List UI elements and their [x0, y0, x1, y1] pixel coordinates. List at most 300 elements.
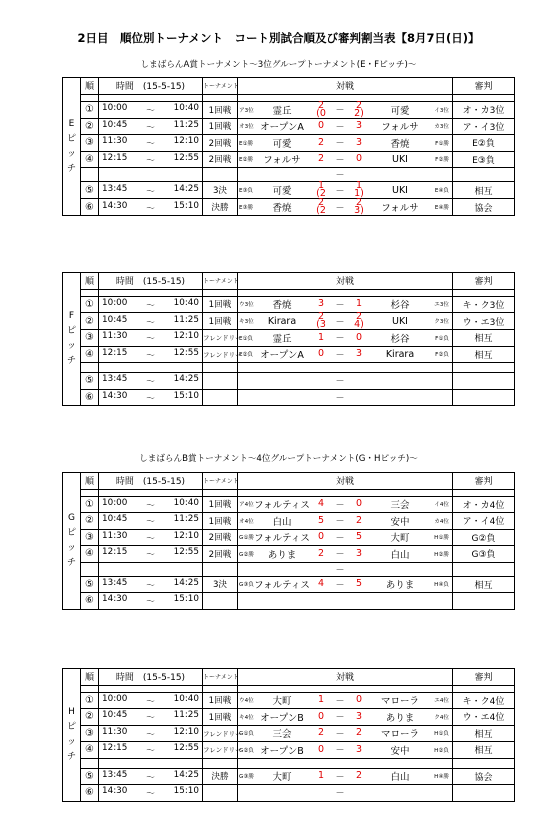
seed-a: ウ4位: [239, 698, 254, 705]
team-b: Kirara: [385, 348, 415, 360]
end-time: 14:25: [173, 183, 199, 194]
match-cell: [238, 182, 453, 199]
end-time: 15:10: [173, 786, 199, 797]
score-b: 0: [355, 331, 363, 343]
round-label: 決勝: [203, 199, 238, 216]
referee: 相互: [453, 182, 515, 199]
team-a: 可愛: [272, 186, 292, 197]
round-label: [203, 785, 238, 802]
match-number: ①: [81, 692, 99, 709]
match-line: [238, 152, 452, 168]
end-time: 12:55: [173, 547, 199, 558]
seed-a: E①負: [239, 335, 254, 342]
score-b: 2: [355, 514, 363, 526]
score-a: 0: [317, 743, 325, 755]
team-b: 白山: [390, 772, 410, 784]
score-dash: －: [335, 533, 345, 544]
match-time: [99, 296, 203, 313]
col-time: 時間 (15-5-15): [99, 473, 203, 490]
team-b: 杉谷: [390, 300, 410, 312]
score-a: 1: [317, 331, 325, 343]
score-dash: －: [335, 772, 345, 783]
col-tournament: トーナメント: [203, 78, 238, 95]
score-a: 1: [317, 694, 325, 706]
col-tournament: トーナメント: [203, 473, 238, 490]
referee: [453, 168, 515, 182]
score-b: 5: [355, 531, 363, 543]
team-b: 安中: [390, 745, 410, 757]
match-line: [238, 577, 452, 593]
start-time: 11:30: [102, 530, 128, 541]
time-range: [99, 710, 202, 723]
score-b: 3: [355, 547, 363, 559]
team-b: ありま: [385, 580, 415, 592]
match-row: [63, 118, 515, 135]
team-a: オープンB: [260, 745, 304, 757]
score-a: 2: [317, 136, 325, 148]
match-time: [99, 709, 203, 726]
referee: [453, 758, 515, 768]
team-a: オープンA: [260, 122, 304, 134]
match-time: [99, 182, 203, 199]
team-b: UKI: [392, 315, 408, 327]
score-dash: －: [335, 377, 345, 388]
match-cell: [238, 768, 453, 785]
start-time: 14:30: [102, 786, 128, 797]
match-time: [99, 313, 203, 330]
seed-a: G③負: [239, 582, 254, 589]
time-range: [99, 201, 202, 214]
start-time: 13:45: [102, 577, 128, 588]
start-time: 12:15: [102, 743, 128, 754]
header-row: [63, 473, 515, 490]
match-line: [238, 769, 452, 785]
match-cell: [238, 346, 453, 363]
spacer-cell: [99, 94, 203, 101]
start-time: 10:00: [102, 297, 128, 308]
spacer-cell: [238, 685, 453, 692]
referee: ウ・エ4位: [453, 709, 515, 726]
spacer-cell: [81, 94, 99, 101]
start-time: 10:45: [102, 514, 128, 525]
match-line: [238, 563, 452, 576]
score-b: 3: [355, 120, 363, 132]
pitch-label: F ピ ッ チ: [63, 273, 81, 406]
start-time: 11:30: [102, 331, 128, 342]
referee: G②負: [453, 529, 515, 546]
match-cell: [238, 496, 453, 513]
score-dash: －: [335, 155, 345, 166]
referee: 相互: [453, 330, 515, 347]
match-number: ②: [81, 118, 99, 135]
time-range: [99, 727, 202, 740]
spacer-cell: [203, 489, 238, 496]
seed-a: E②負: [239, 352, 254, 359]
score-a: 3: [317, 298, 325, 310]
team-a: 香焼: [272, 203, 292, 214]
match-line: [238, 199, 452, 215]
spacer-cell: [238, 489, 453, 496]
time-tilde: ～: [146, 186, 155, 197]
start-time: 11:30: [102, 726, 128, 737]
start-time: 14:30: [102, 390, 128, 401]
match-line: [238, 297, 452, 313]
section-subtitle: しまばらんA賞トーナメント～3位グループトーナメント(E・Fピッチ)～: [140, 60, 417, 70]
score-a: 5: [317, 514, 325, 526]
time-range: [99, 743, 202, 756]
round-label: [203, 373, 238, 390]
match-row: [63, 373, 515, 390]
spacer-row: [63, 289, 515, 296]
match-row: [63, 742, 515, 759]
team-b: 白山: [390, 549, 410, 561]
referee: [453, 562, 515, 576]
col-time: 時間 (15-5-15): [99, 78, 203, 95]
score-dash: －: [335, 517, 345, 528]
match-row: [63, 168, 515, 182]
seed-b: F①負: [435, 335, 449, 342]
match-number: [81, 758, 99, 768]
time-tilde: ～: [146, 377, 155, 388]
match-line: [238, 373, 452, 389]
referee: [453, 593, 515, 610]
match-number: ⑤: [81, 373, 99, 390]
time-range: [99, 391, 202, 404]
start-time: 10:00: [102, 693, 128, 704]
match-time: [99, 389, 203, 406]
match-row: [63, 313, 515, 330]
match-line: [238, 513, 452, 529]
match-number: [81, 168, 99, 182]
spacer-cell: [81, 685, 99, 692]
team-b: マローラ: [380, 696, 419, 708]
match-cell: [238, 692, 453, 709]
score-dash: －: [335, 713, 345, 724]
seed-b: H①負: [434, 731, 449, 738]
match-cell: [238, 118, 453, 135]
round-label: 1回戦: [203, 496, 238, 513]
referee: G③負: [453, 546, 515, 563]
start-time: 10:45: [102, 119, 128, 130]
match-row: [63, 389, 515, 406]
match-time: [99, 546, 203, 563]
referee: 相互: [453, 346, 515, 363]
seed-a: ウ3位: [239, 302, 254, 309]
match-cell: [238, 725, 453, 742]
seed-a: E①勝: [239, 140, 254, 147]
end-time: 15:10: [173, 390, 199, 401]
col-referee: 審判: [453, 273, 515, 290]
match-number: ③: [81, 135, 99, 152]
time-range: [99, 120, 202, 133]
end-time: 12:55: [173, 347, 199, 358]
seed-b: H②負: [434, 747, 449, 754]
col-referee: 審判: [453, 473, 515, 490]
match-number: ⑥: [81, 199, 99, 216]
team-b: フォルサ: [381, 122, 419, 134]
col-time: 時間 (15-5-15): [99, 669, 203, 686]
score-b: 3: [355, 348, 363, 360]
round-label: [203, 168, 238, 182]
seed-a: G②勝: [239, 551, 254, 558]
match-row: [63, 135, 515, 152]
score-dash: －: [335, 746, 345, 757]
seed-b: F②負: [435, 352, 449, 359]
round-label: 2回戦: [203, 546, 238, 563]
score-dash: －: [335, 580, 345, 591]
start-time: 11:30: [102, 136, 128, 147]
match-cell: [238, 330, 453, 347]
match-time: [99, 330, 203, 347]
end-time: 10:40: [173, 103, 199, 113]
seed-b: イ4位: [434, 502, 449, 509]
round-label: [203, 389, 238, 406]
time-tilde: ～: [146, 155, 155, 166]
round-label: フレンドリー: [203, 725, 238, 742]
score-dash: －: [335, 317, 345, 328]
start-time: 13:45: [102, 374, 128, 385]
match-line: [238, 497, 452, 513]
end-time: 11:25: [173, 119, 199, 130]
seed-a: オ3位: [239, 124, 254, 131]
team-b: 香焼: [390, 138, 410, 150]
spacer-cell: [99, 685, 203, 692]
start-time: 12:15: [102, 547, 128, 558]
team-a: オープンB: [260, 712, 304, 724]
section-subtitle: しまばらんB賞トーナメント～4位グループトーナメント(G・Hピッチ)～: [139, 454, 418, 464]
score-a: 0: [317, 710, 325, 722]
team-a: フォルティス: [254, 533, 310, 545]
time-tilde: ～: [146, 517, 155, 528]
match-number: ①: [81, 101, 99, 118]
match-cell: [238, 529, 453, 546]
match-number: ④: [81, 346, 99, 363]
match-line: [238, 168, 452, 181]
match-time: [99, 373, 203, 390]
referee: 相互: [453, 725, 515, 742]
header-row: [63, 78, 515, 95]
team-a: 香焼: [272, 300, 292, 312]
team-b: フォルサ: [381, 203, 419, 214]
col-order: 順: [81, 273, 99, 290]
match-number: ⑥: [81, 785, 99, 802]
round-label: 3決: [203, 576, 238, 593]
match-number: ③: [81, 725, 99, 742]
time-range: [99, 694, 202, 707]
round-label: 1回戦: [203, 118, 238, 135]
col-tournament: トーナメント: [203, 273, 238, 290]
team-b: 大町: [390, 533, 410, 545]
end-time: 12:55: [173, 152, 199, 163]
spacer-cell: [203, 94, 238, 101]
score-a: 4: [317, 578, 325, 590]
match-line: [238, 313, 452, 329]
match-cell: [238, 742, 453, 759]
score-dash: －: [335, 171, 345, 181]
score-dash: －: [335, 550, 345, 561]
round-label: フレンドリー: [203, 742, 238, 759]
team-a: 大町: [272, 696, 292, 708]
round-label: 3決: [203, 182, 238, 199]
score-b: 1: [355, 298, 363, 310]
score-dash: －: [335, 334, 345, 345]
col-match: 対戦: [238, 473, 453, 490]
match-row: [63, 363, 515, 373]
time-tilde: ～: [146, 729, 155, 740]
col-tournament: トーナメント: [203, 669, 238, 686]
referee: 協会: [453, 768, 515, 785]
score-a: 4: [317, 498, 325, 510]
score-b: 3: [355, 743, 363, 755]
score-b: 0: [355, 498, 363, 510]
score-b: 2 2): [354, 99, 364, 119]
time-range: [99, 298, 202, 311]
referee: オ・カ3位: [453, 101, 515, 118]
match-time: [99, 576, 203, 593]
score-b: 1 1): [354, 180, 364, 199]
score-dash: －: [335, 139, 345, 150]
match-time: [99, 199, 203, 216]
team-b: 安中: [390, 516, 410, 528]
match-time: [99, 785, 203, 802]
referee: 協会: [453, 199, 515, 216]
score-dash: －: [335, 696, 345, 707]
time-range: [99, 578, 202, 591]
end-time: 12:10: [173, 136, 199, 147]
seed-b: カ3位: [434, 124, 449, 131]
match-row: [63, 330, 515, 347]
seed-b: E④勝: [434, 205, 449, 211]
team-b: マローラ: [380, 729, 419, 741]
score-b: 0: [355, 694, 363, 706]
match-number: ④: [81, 546, 99, 563]
match-cell: [238, 546, 453, 563]
start-time: 13:45: [102, 183, 128, 194]
round-label: 1回戦: [203, 513, 238, 530]
match-number: ⑤: [81, 576, 99, 593]
match-row: [63, 513, 515, 530]
start-time: 12:15: [102, 347, 128, 358]
time-range: [99, 348, 202, 361]
schedule-table: [62, 77, 515, 216]
score-a: 2 (3: [316, 311, 326, 330]
match-number: [81, 363, 99, 373]
match-row: [63, 576, 515, 593]
end-time: 10:40: [173, 693, 199, 704]
referee: キ・ク3位: [453, 296, 515, 313]
end-time: 10:40: [173, 297, 199, 308]
time-range: [99, 136, 202, 149]
match-number: ⑥: [81, 593, 99, 610]
start-time: 10:45: [102, 314, 128, 325]
match-cell: [238, 101, 453, 118]
match-line: [238, 693, 452, 709]
seed-a: G②負: [239, 747, 254, 754]
time-tilde: ～: [146, 393, 155, 404]
seed-b: F①勝: [435, 140, 449, 147]
match-cell: [238, 593, 453, 610]
end-time: 14:25: [173, 577, 199, 588]
referee: 相互: [453, 742, 515, 759]
col-order: 順: [81, 473, 99, 490]
start-time: 13:45: [102, 769, 128, 780]
score-dash: －: [335, 203, 345, 214]
round-label: 1回戦: [203, 296, 238, 313]
round-label: 2回戦: [203, 151, 238, 168]
seed-b: エ4位: [434, 698, 449, 705]
end-time: 14:25: [173, 374, 199, 385]
referee: ウ・エ3位: [453, 313, 515, 330]
match-cell: [238, 363, 453, 373]
team-b: 可愛: [390, 105, 410, 117]
spacer-cell: [453, 289, 515, 296]
round-label: 1回戦: [203, 313, 238, 330]
score-b: 2: [355, 727, 363, 739]
time-tilde: ～: [146, 500, 155, 511]
end-time: 12:10: [173, 726, 199, 737]
match-number: [81, 562, 99, 576]
col-match: 対戦: [238, 78, 453, 95]
match-line: [238, 709, 452, 725]
match-cell: [238, 168, 453, 182]
referee: [453, 373, 515, 390]
match-row: [63, 709, 515, 726]
seed-a: E③勝: [239, 205, 254, 211]
score-b: 5: [355, 578, 363, 590]
seed-b: H②勝: [434, 551, 449, 558]
score-a: 0: [317, 531, 325, 543]
team-a: ありま: [267, 549, 297, 561]
referee: E③負: [453, 151, 515, 168]
score-a: 0: [317, 348, 325, 360]
match-row: [63, 758, 515, 768]
team-a: 霊丘: [272, 105, 292, 117]
team-a: Kirara: [267, 315, 297, 327]
match-row: [63, 725, 515, 742]
spacer-cell: [238, 94, 453, 101]
seed-b: ク4位: [434, 714, 449, 721]
seed-a: オ4位: [239, 518, 254, 525]
score-dash: －: [335, 350, 345, 361]
match-line: [238, 785, 452, 801]
end-time: 12:10: [173, 530, 199, 541]
score-b: 3: [355, 136, 363, 148]
start-time: 10:00: [102, 103, 128, 113]
end-time: 10:40: [173, 497, 199, 508]
score-dash: －: [335, 500, 345, 511]
start-time: 14:30: [102, 594, 128, 605]
match-number: ③: [81, 529, 99, 546]
match-cell: [238, 758, 453, 768]
round-label: [203, 363, 238, 373]
end-time: 12:10: [173, 331, 199, 342]
pitch-label: H ピ ッ チ: [63, 669, 81, 802]
match-time: [99, 135, 203, 152]
match-time: [99, 118, 203, 135]
spacer-cell: [203, 685, 238, 692]
match-line: [238, 182, 452, 198]
seed-b: イ3位: [434, 107, 449, 114]
match-row: [63, 562, 515, 576]
spacer-cell: [453, 94, 515, 101]
score-b: 2 4): [354, 311, 364, 330]
referee: ア・イ4位: [453, 513, 515, 530]
end-time: 11:25: [173, 710, 199, 721]
time-range: [99, 770, 202, 783]
match-cell: [238, 513, 453, 530]
match-number: ②: [81, 313, 99, 330]
match-time: [99, 496, 203, 513]
